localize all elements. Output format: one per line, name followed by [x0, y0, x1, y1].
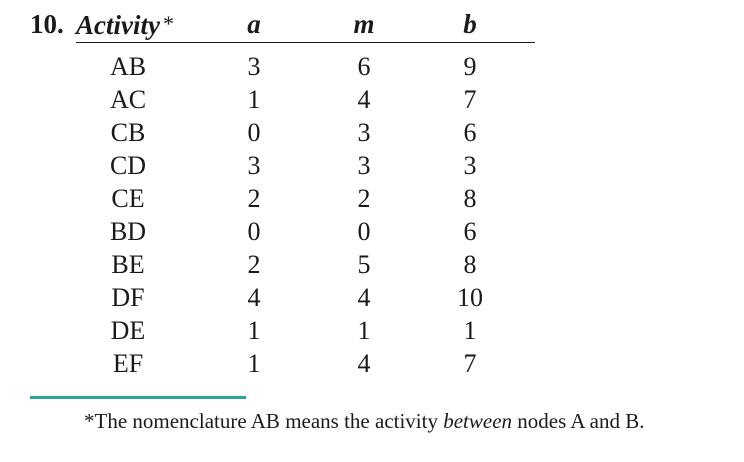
column-header-m: m [353, 9, 375, 39]
cell-m: 3 [357, 151, 371, 180]
cell-activity: CD [109, 151, 147, 180]
footnote-text-emphasis: between [443, 409, 513, 433]
cell-activity: DE [110, 316, 146, 345]
cell-b: 10 [457, 283, 483, 312]
cell-b: 6 [463, 217, 477, 246]
cell-activity: BD [109, 217, 147, 246]
cell-m: 3 [357, 118, 371, 147]
cell-b: 7 [463, 349, 477, 378]
column-header-activity-label: Activity [76, 10, 160, 40]
cell-activity: CB [110, 118, 146, 147]
cell-a: 1 [247, 85, 261, 114]
cell-m: 4 [357, 85, 371, 114]
table-row [0, 182, 744, 215]
cell-activity: BE [111, 250, 145, 279]
cell-m: 6 [357, 52, 371, 81]
cell-b: 8 [463, 184, 477, 213]
problem-number: 10. [30, 9, 64, 39]
cell-a: 3 [247, 52, 261, 81]
table-row [0, 50, 744, 83]
footnote-text-after: nodes A and B. [512, 409, 645, 433]
cell-b: 9 [463, 52, 477, 81]
footnote-rule [30, 396, 246, 399]
cell-b: 6 [463, 118, 477, 147]
cell-b: 1 [463, 316, 477, 345]
activity-table [0, 50, 744, 380]
cell-activity: DF [111, 283, 145, 312]
header-rule [76, 42, 535, 43]
table-row [0, 149, 744, 182]
cell-a: 2 [247, 184, 261, 213]
cell-m: 5 [357, 250, 371, 279]
cell-activity: AC [109, 85, 147, 114]
cell-m: 0 [357, 217, 371, 246]
cell-activity: AB [109, 52, 147, 81]
table-row [0, 314, 744, 347]
table-row [0, 281, 744, 314]
cell-m: 4 [357, 283, 371, 312]
cell-a: 1 [247, 349, 261, 378]
cell-b: 7 [463, 85, 477, 114]
table-row [0, 83, 744, 116]
cell-a: 0 [247, 217, 261, 246]
table-row [0, 248, 744, 281]
cell-a: 3 [247, 151, 261, 180]
footnote-text-before: *The nomenclature AB means the activity [84, 409, 444, 433]
table-row [0, 116, 744, 149]
cell-m: 4 [357, 349, 371, 378]
cell-activity: CE [111, 184, 145, 213]
cell-m: 1 [357, 316, 371, 345]
cell-b: 8 [463, 250, 477, 279]
table-row [0, 347, 744, 380]
column-header-a: a [247, 9, 261, 39]
cell-a: 0 [247, 118, 261, 147]
footnote-marker: * [162, 11, 174, 36]
cell-m: 2 [357, 184, 371, 213]
cell-activity: EF [112, 349, 144, 378]
column-header-b: b [463, 9, 477, 39]
cell-a: 2 [247, 250, 261, 279]
column-header-activity [76, 6, 174, 43]
cell-a: 1 [247, 316, 261, 345]
table-row [0, 215, 744, 248]
cell-b: 3 [463, 151, 477, 180]
footnote [84, 406, 644, 436]
cell-a: 4 [247, 283, 261, 312]
